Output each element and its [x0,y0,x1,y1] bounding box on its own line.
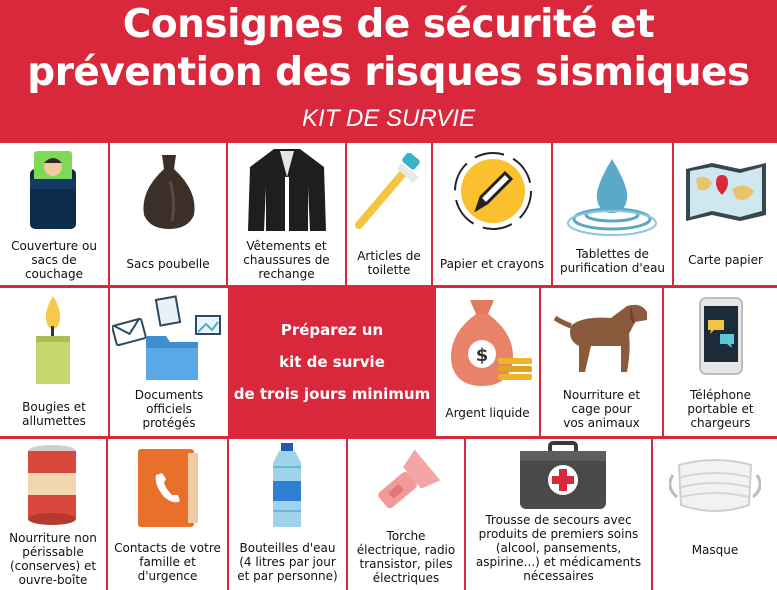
item-candles [0,288,108,436]
dog-icon [551,294,653,374]
center-message-line: de trois jours minimum [233,385,431,403]
item-official-documents [110,288,228,436]
item-label: chaussures de [243,253,330,267]
item-label: périssable [22,545,84,559]
item-clothes [228,143,345,285]
item-sleeping-bag [0,143,108,285]
item-label: Bougies et [22,400,86,414]
item-label: purification d'eau [559,261,666,275]
item-label: protégés [142,416,196,430]
item-label: Sacs poubelle [126,257,210,271]
item-phone [664,288,777,436]
item-label: Vêtements et [246,239,327,253]
page-title-line-1: Consignes de sécurité et [122,2,655,47]
item-label: Nourriture et [562,388,641,402]
item-label: cage pour [571,402,632,416]
item-label: Carte papier [688,253,763,267]
water-bottle-icon [267,441,307,531]
item-label: (4 litres par jour [239,555,336,569]
item-label: famille et [139,555,196,569]
header-banner [0,0,777,142]
item-label: Documents [134,388,204,402]
item-label: (alcool, pansements, [495,541,622,555]
face-mask-icon [669,451,761,521]
item-label: Torche [386,529,426,543]
item-label: Bouteilles d'eau [239,541,336,555]
item-label: ouvre-boîte [18,573,88,587]
item-label: portable et [687,402,754,416]
pencil-icon [453,151,533,231]
item-contacts [108,439,227,590]
money-bag-icon [442,296,534,388]
item-label: Papier et crayons [439,257,545,271]
item-label: couchage [24,267,84,281]
item-label: transistor, piles [359,557,453,571]
item-label: nécessaires [523,569,594,583]
map-icon [682,159,770,223]
item-label: Nourriture non [9,531,97,545]
item-label: Couverture ou [11,239,97,253]
item-flashlight-radio [348,439,464,590]
item-label: rechange [258,267,315,281]
item-label: Articles de [357,249,421,263]
item-label: Trousse de secours avec [485,513,632,527]
sleeping-bag-icon [26,149,80,231]
item-first-aid-kit [466,439,651,590]
page-title-line-2: prévention des risques sismiques [27,50,750,95]
svg-text:$: $ [475,345,489,366]
center-message [230,288,434,436]
item-label: officiels [146,402,192,416]
page-subtitle: KIT DE SURVIE [302,105,475,132]
food-can-icon [24,443,80,525]
item-cash [436,288,539,436]
center-message-line: Préparez un [280,321,384,339]
item-label: Masque [691,543,739,557]
item-label: aspirine...) et médicaments [475,555,642,569]
item-label: toilette [367,263,411,277]
item-label: Argent liquide [445,406,530,420]
item-label: chargeurs [690,416,751,430]
candle-icon [30,294,76,386]
item-label: allumettes [22,414,86,428]
item-label: sacs de [31,253,77,267]
item-toiletries [347,143,431,285]
item-pet-supplies [541,288,662,436]
item-paper-pencils [433,143,551,285]
item-label: Téléphone [690,388,751,402]
item-trash-bag [110,143,226,285]
flashlight-icon [366,447,446,519]
documents-folder-icon [112,292,224,384]
phone-icon [698,296,744,376]
trash-bag-icon [136,151,202,231]
center-message-line: kit de survie [279,353,385,371]
item-label: d'urgence [137,569,198,583]
item-label: et par personne) [237,569,338,583]
item-label: électriques [372,571,440,585]
item-label: Contacts de votre [114,541,221,555]
item-mask [653,439,777,590]
item-label: Tablettes de [576,247,649,261]
water-drop-icon [567,157,657,237]
item-paper-map [674,143,777,285]
toothbrush-icon [353,153,425,229]
item-canned-food [0,439,106,590]
contact-book-icon [134,445,204,531]
item-label: produits de premiers soins [478,527,639,541]
item-label: électrique, radio [356,543,456,557]
item-water-bottles [229,439,346,590]
first-aid-kit-icon [518,441,608,511]
item-label: (conserves) et [9,559,97,573]
item-water-tablets [553,143,672,285]
jacket-icon [246,147,328,233]
item-label: vos animaux [563,416,640,430]
